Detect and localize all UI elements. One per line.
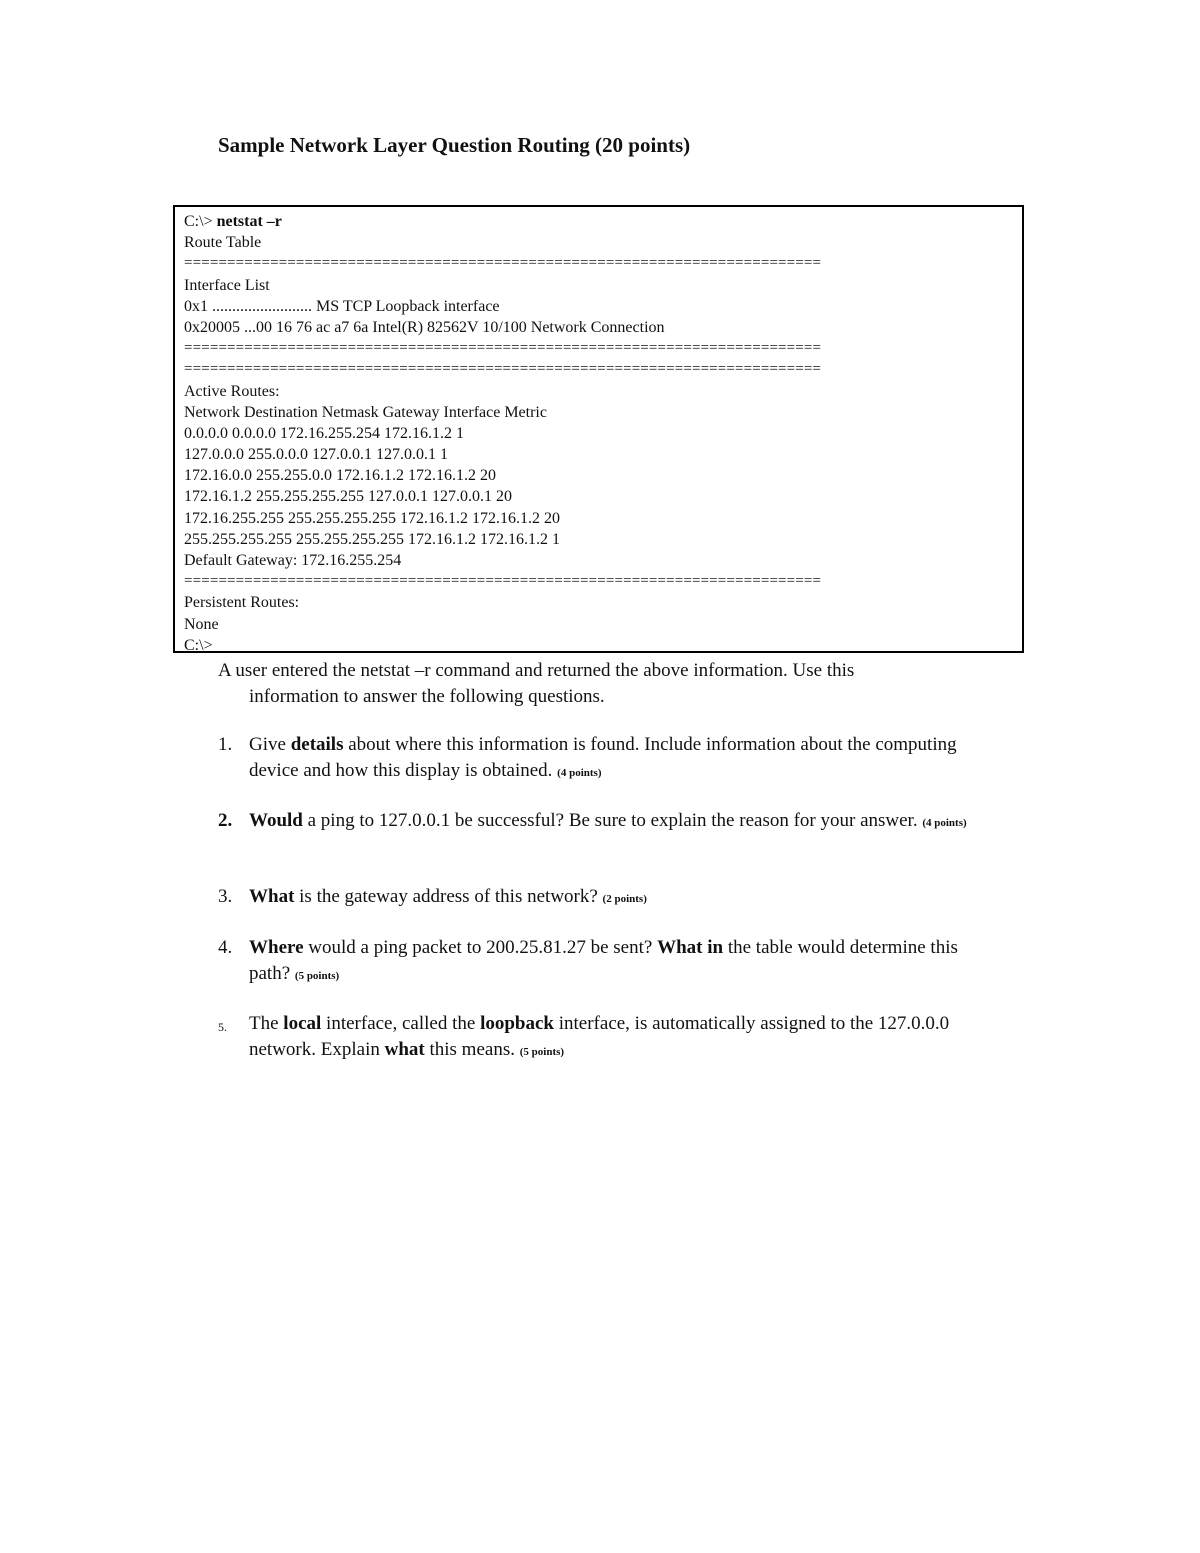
command: netstat –r <box>216 213 282 230</box>
bold-run: Where <box>249 937 304 958</box>
bold-run: local <box>283 1013 322 1034</box>
interface-row: 0x1 ......................... MS TCP Loopback interface <box>184 297 500 315</box>
bold-run: details <box>290 734 344 755</box>
bold-run: what <box>384 1039 425 1060</box>
route-header: Network Destination Netmask Gateway Interface Metric <box>184 403 547 421</box>
route-row: 255.255.255.255 255.255.255.255 172.16.1.2 172.16.1.2 1 <box>184 530 560 548</box>
question-text <box>218 884 998 912</box>
text-run: interface, is automatically assigned to the 127.0.0.0 network. Explain <box>249 1013 950 1060</box>
question-4 <box>218 935 998 989</box>
text-run: is the gateway address of this network? <box>294 886 603 907</box>
question-text <box>218 1011 998 1065</box>
separator: ========================================================================== <box>184 361 822 378</box>
prompt: C:\> <box>184 213 213 230</box>
question-text <box>218 732 998 786</box>
intro-line-2: information to answer the following questions. <box>249 686 605 707</box>
command-line <box>184 211 1022 232</box>
bold-run: loopback <box>480 1013 554 1034</box>
text-run: this means. <box>424 1039 520 1060</box>
question-number: 4. <box>218 937 233 958</box>
route-row: 127.0.0.0 255.0.0.0 127.0.0.1 127.0.0.1 1 <box>184 446 448 464</box>
interface-row: 0x20005 ...00 16 76 ac a7 6a Intel(R) 82562V 10/100 Network Connection <box>184 318 665 336</box>
interface-list-label: Interface List <box>184 276 270 294</box>
points-label: (2 points) <box>602 893 647 905</box>
text-run: the table would determine this path? <box>249 937 958 984</box>
question-text <box>218 935 998 989</box>
points-label: (5 points) <box>294 970 340 982</box>
bold-run: Would <box>249 810 303 831</box>
text-run: a ping to 127.0.0.1 be successful? Be sure to explain the reason for your answer. <box>302 810 923 831</box>
question-text <box>218 808 998 836</box>
text-run: Give <box>249 734 291 755</box>
question-1 <box>218 732 998 786</box>
text-run: would a ping packet to 200.25.81.27 be sent? <box>303 937 658 958</box>
active-routes-label: Active Routes: <box>184 382 280 400</box>
default-gateway: Default Gateway: 172.16.255.254 <box>184 552 402 569</box>
points-label: (4 points) <box>557 767 602 779</box>
question-5 <box>218 1011 998 1065</box>
text-run: interface, called the <box>321 1013 481 1034</box>
route-table-label: Route Table <box>184 234 262 252</box>
end-prompt: C:\> <box>184 636 213 654</box>
text-run: The <box>249 1013 284 1034</box>
route-row: 0.0.0.0 0.0.0.0 172.16.255.254 172.16.1.2 1 <box>184 424 464 442</box>
text-run: about where this information is found. Include information about the computing device and how this display is obtained. <box>249 734 957 781</box>
question-number: 5. <box>218 1020 227 1034</box>
question-number: 2. <box>218 810 233 831</box>
intro-paragraph <box>218 658 998 710</box>
route-row: 172.16.0.0 255.255.0.0 172.16.1.2 172.16.1.2 20 <box>184 467 496 485</box>
separator: ========================================================================== <box>184 573 822 590</box>
points-label: (4 points) <box>922 817 967 829</box>
route-row: 172.16.1.2 255.255.255.255 127.0.0.1 127.0.0.1 20 <box>184 488 512 506</box>
points-label: (5 points) <box>519 1046 565 1058</box>
persistent-none: None <box>184 615 219 633</box>
separator: ========================================================================== <box>184 340 822 357</box>
page-title: Sample Network Layer Question Routing (20 points) <box>218 133 691 157</box>
question-number: 3. <box>218 886 233 907</box>
route-row: 172.16.255.255 255.255.255.255 172.16.1.2 172.16.1.2 20 <box>184 509 560 527</box>
bold-run: What <box>249 886 295 907</box>
question-3 <box>218 884 998 912</box>
netstat-output-box <box>173 205 1024 653</box>
bold-run: What in <box>657 937 724 958</box>
question-2 <box>218 808 998 836</box>
question-number: 1. <box>218 734 233 755</box>
separator: ========================================================================== <box>184 255 822 272</box>
intro-line-1: A user entered the netstat –r command and returned the above information. Use this <box>218 660 855 681</box>
persistent-routes-label: Persistent Routes: <box>184 594 300 612</box>
